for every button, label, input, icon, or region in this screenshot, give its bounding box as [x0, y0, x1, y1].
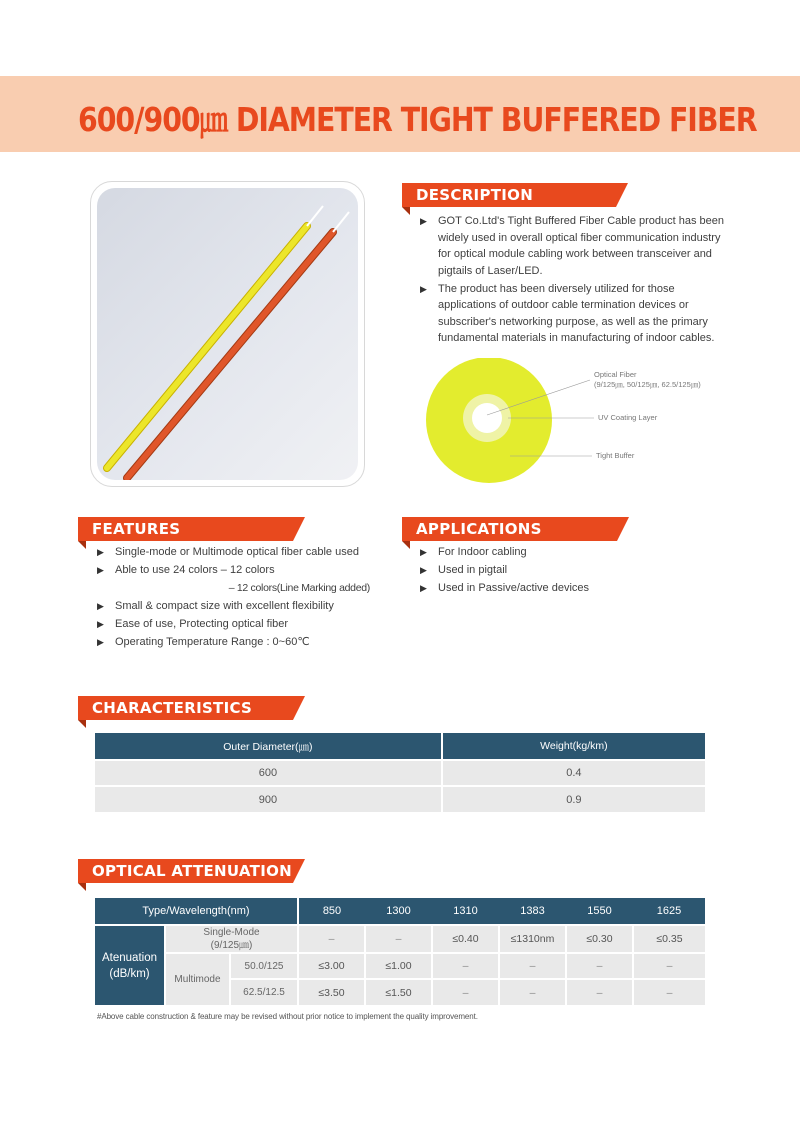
- multimode-type: 62.5/12.5: [230, 979, 298, 1005]
- wavelength-header: 1300: [365, 898, 432, 925]
- feature-item-text: Single-mode or Multimode optical fiber cable used: [115, 546, 359, 558]
- table-cell: –: [432, 953, 499, 979]
- characteristics-heading: [78, 696, 293, 720]
- multimode-type: 50.0/125: [230, 953, 298, 979]
- bullet-arrow-icon: ▶: [420, 583, 427, 593]
- description-heading-text: DESCRIPTION: [416, 186, 534, 204]
- feature-item-text: Ease of use, Protecting optical fiber: [115, 618, 289, 630]
- single-mode-label-text: Single-Mode: [203, 927, 260, 938]
- bullet-arrow-icon: ▶: [97, 601, 104, 611]
- table-cell: –: [432, 979, 499, 1005]
- bullet-arrow-icon: ▶: [97, 619, 104, 629]
- application-item: [420, 544, 720, 561]
- uv-coating-label: UV Coating Layer: [598, 413, 658, 422]
- optical-attenuation-table: [95, 898, 705, 1005]
- single-mode-sub-text: (9/125㎛): [210, 940, 253, 951]
- wavelength-header: 1550: [566, 898, 633, 925]
- optical-fiber-label-text: Optical Fiber: [594, 370, 637, 379]
- table-row: [95, 953, 705, 979]
- attenuation-row-head: Atenuation (dB/km): [95, 925, 165, 1005]
- tight-buffer-label: Tight Buffer: [596, 451, 635, 460]
- wavelength-header: 1625: [633, 898, 705, 925]
- table-cell: 900: [95, 786, 442, 812]
- optical-attenuation-heading: [78, 859, 293, 883]
- single-mode-label: [165, 925, 298, 953]
- table-cell: –: [566, 953, 633, 979]
- table-cell: –: [499, 953, 566, 979]
- feature-item: [97, 544, 382, 561]
- feature-item: [97, 598, 382, 615]
- bullet-arrow-icon: ▶: [420, 547, 427, 557]
- feature-item-text: Small & compact size with excellent flexibility: [115, 600, 334, 612]
- title-band: [0, 76, 800, 152]
- bullet-arrow-icon: ▶: [420, 283, 427, 294]
- application-item-text: Used in Passive/active devices: [438, 582, 590, 594]
- description-item-text: GOT Co.Ltd's Tight Buffered Fiber Cable product has been widely used in overall optical fiber communication industry for optical module cabling work between transceiver and pigtails of Laser/LED.: [438, 215, 725, 277]
- product-photo: [97, 188, 358, 480]
- feature-item-text: Operating Temperature Range : 0~60℃: [115, 636, 310, 648]
- bullet-arrow-icon: ▶: [420, 216, 427, 226]
- features-list: [97, 544, 382, 652]
- table-cell: 600: [95, 760, 442, 786]
- product-photo-frame: [90, 181, 365, 487]
- table-row: [95, 786, 705, 812]
- bullet-arrow-icon: ▶: [420, 565, 427, 575]
- description-item: [420, 281, 730, 347]
- fiber-cables-illustration: [97, 188, 358, 480]
- bullet-arrow-icon: ▶: [97, 547, 104, 557]
- feature-item: [97, 634, 382, 651]
- optical-attenuation-heading-text: OPTICAL ATTENUATION: [92, 862, 292, 880]
- page-title: 600/900㎛ DIAMETER TIGHT BUFFERED FIBER: [78, 100, 757, 139]
- table-cell: –: [633, 979, 705, 1005]
- feature-item: [97, 562, 382, 579]
- column-header: Outer Diameter(㎛): [95, 733, 442, 760]
- table-cell: ≤0.40: [432, 925, 499, 953]
- table-cell: –: [499, 979, 566, 1005]
- wavelength-header: 1383: [499, 898, 566, 925]
- application-item-text: For Indoor cabling: [438, 546, 527, 558]
- table-cell: ≤1.00: [365, 953, 432, 979]
- table-cell: –: [298, 925, 365, 953]
- table-cell: ≤3.00: [298, 953, 365, 979]
- characteristics-table: [95, 733, 705, 812]
- table-cell: ≤0.35: [633, 925, 705, 953]
- description-item-text: The product has been diversely utilized for those applications of outdoor cable termination devices or subscriber's networking purpose, as well as the primary fundamental materials in manufacturing of indoor cables.: [438, 282, 715, 344]
- fiber-cross-section-diagram: [420, 358, 730, 498]
- table-cell: ≤1310nm: [499, 925, 566, 953]
- applications-heading-text: APPLICATIONS: [416, 520, 542, 538]
- application-item: [420, 562, 720, 579]
- application-item: [420, 580, 720, 597]
- table-cell: ≤3.50: [298, 979, 365, 1005]
- footnote: #Above cable construction & feature may be revised without prior notice to implement the quality improvement.: [97, 1012, 478, 1021]
- table-row: [95, 925, 705, 953]
- applications-heading: [402, 517, 617, 541]
- features-heading-text: FEATURES: [92, 520, 181, 538]
- table-cell: 0.9: [442, 786, 705, 812]
- table-cell: –: [633, 953, 705, 979]
- table-cell: –: [365, 925, 432, 953]
- wavelength-header: 850: [298, 898, 365, 925]
- table-cell: ≤1.50: [365, 979, 432, 1005]
- feature-item-text: Able to use 24 colors – 12 colors: [115, 564, 275, 576]
- description-list: [420, 213, 730, 348]
- table-cell: ≤0.30: [566, 925, 633, 953]
- application-item-text: Used in pigtail: [438, 564, 508, 576]
- table-cell: –: [566, 979, 633, 1005]
- description-heading: [402, 183, 616, 207]
- multimode-label: Multimode: [165, 953, 230, 1005]
- type-wavelength-header: Type/Wavelength(nm): [95, 898, 298, 925]
- feature-sub-item-text: – 12 colors(Line Marking added): [228, 582, 370, 594]
- description-item: [420, 213, 730, 279]
- feature-item: [97, 616, 382, 633]
- bullet-arrow-icon: ▶: [97, 637, 104, 647]
- features-heading: [78, 517, 293, 541]
- column-header: Weight(kg/km): [442, 733, 705, 760]
- bullet-arrow-icon: ▶: [97, 565, 104, 575]
- wavelength-header: 1310: [432, 898, 499, 925]
- characteristics-heading-text: CHARACTERISTICS: [92, 699, 253, 717]
- table-header-row: [95, 733, 705, 760]
- optical-fiber-sub-text: (9/125㎛, 50/125㎛, 62.5/125㎛): [594, 380, 701, 389]
- table-header-row: [95, 898, 705, 925]
- applications-list: [420, 544, 720, 598]
- feature-sub-item: [97, 580, 382, 597]
- optical-fiber-label: [594, 370, 701, 390]
- table-cell: 0.4: [442, 760, 705, 786]
- table-row: [95, 760, 705, 786]
